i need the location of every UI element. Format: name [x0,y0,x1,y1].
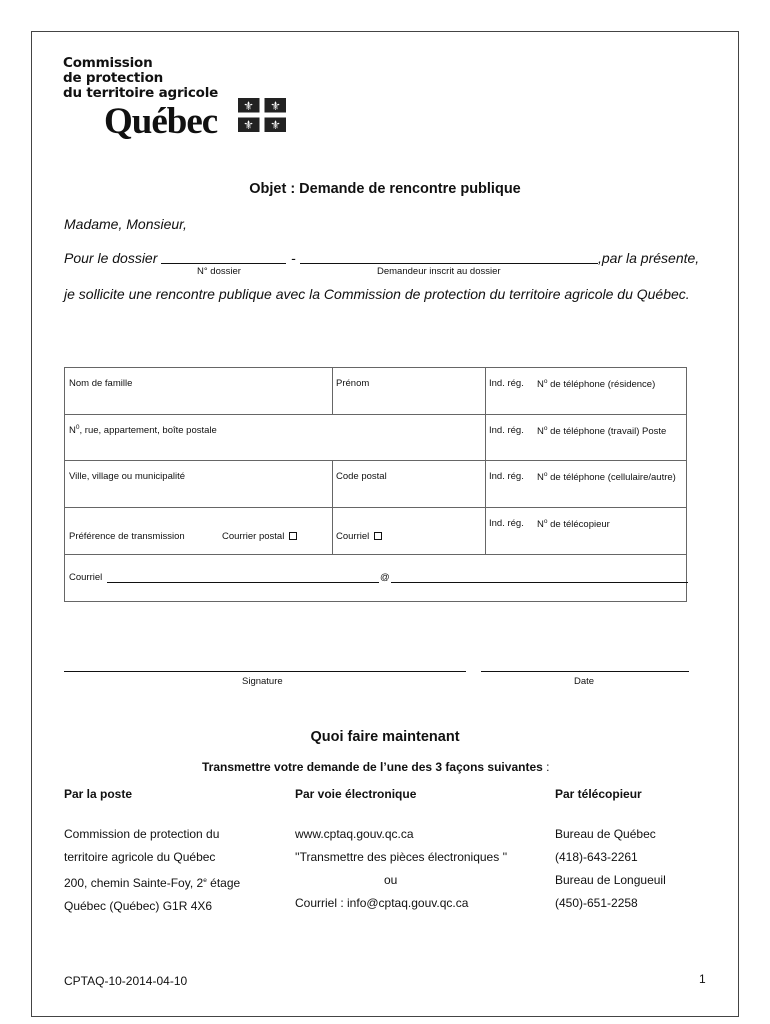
tel-travail-cell[interactable] [486,415,687,461]
code-postal-label: Code postal [336,471,387,482]
poste-line-1: Commission de protection du [64,827,220,841]
preference-cell [65,508,333,555]
nom-cell[interactable] [65,368,333,415]
logo-line-3: du territoire agricole [63,85,219,101]
courriel-at: @ [380,572,390,583]
telecopieur-label: $N^o$ de télécopieur [537,518,610,531]
form-code: CPTAQ-10-2014-04-10 [64,974,188,988]
request-sentence: je sollicite une rencontre publique avec la Commission de protection du territoire agricole du Québec. [64,286,690,302]
svg-text:⚜: ⚜ [243,99,254,113]
date-field[interactable] [481,671,689,672]
courriel-option[interactable]: Courriel [336,531,382,542]
next-steps-subtitle: Transmettre votre demande de l’une des 3 façons suivantes : [202,760,550,774]
subject-title: Objet : Demande de rencontre publique [249,181,521,197]
courriel-label: Courriel [69,572,103,583]
poste-line-4: Québec (Québec) G1R 4X6 [64,899,213,913]
requester-field[interactable] [300,263,598,264]
tel-cellulaire-cell[interactable] [486,461,687,508]
signature-label: Signature [242,676,283,687]
svg-text:⚜: ⚜ [243,118,254,132]
col-telecopieur-body [555,823,666,915]
adresse-label: $N^0$, rue, appartement, boîte postale [69,424,217,437]
website-link[interactable]: www.cptaq.gouv.qc.ca [295,827,414,841]
courriel-user-field[interactable] [107,582,379,583]
telecopieur-line-3: Bureau de Longueuil [555,873,666,887]
ind-reg-label: Ind. rég. [489,471,524,482]
adresse-cell[interactable] [65,415,486,461]
electronique-or: ou [384,873,398,887]
ville-label: Ville, village ou municipalité [69,471,185,482]
col-poste-body [64,823,240,918]
courriel-domain-field[interactable] [391,582,688,583]
dossier-prefix: Pour le dossier [64,250,158,266]
prenom-label: Prénom [336,378,370,389]
preference-label: Préférence de transmission [69,531,185,542]
tel-residence-cell[interactable] [486,368,687,415]
ind-reg-label: Ind. rég. [489,378,524,389]
dossier-suffix: ,par la présente, [598,250,700,266]
svg-text:⚜: ⚜ [270,118,281,132]
requester-label: Demandeur inscrit au dossier [377,266,501,277]
dossier-number-field[interactable] [161,263,286,264]
ind-reg-label: Ind. rég. [489,518,524,529]
tel-travail-label: $N^o$ de téléphone (travail) Poste [537,425,667,438]
col-telecopieur-head: Par télécopieur [555,787,642,801]
courriel-checkbox[interactable] [374,532,382,540]
dossier-number-label: N° dossier [197,266,241,277]
date-label: Date [574,676,595,687]
dossier-dash: - [291,250,296,266]
telecopieur-cell[interactable] [486,508,687,555]
page-number: 1 [699,972,706,986]
courrier-postal-option[interactable]: Courrier postal [222,531,297,542]
code-postal-cell[interactable] [333,461,486,508]
col-electronique-body [295,823,507,915]
salutation: Madame, Monsieur, [64,216,187,232]
telecopieur-line-4: (450)-651-2258 [555,896,638,910]
courrier-postal-checkbox[interactable] [289,532,297,540]
contact-form-table [64,367,687,602]
prenom-cell[interactable] [333,368,486,415]
electronique-line-2: ''Transmettre des pièces électroniques '' [295,850,508,864]
signature-field[interactable] [64,671,466,672]
poste-line-3: 200, chemin Sainte-Foy, 2e étage [64,876,241,890]
col-electronique-head: Par voie électronique [295,787,417,801]
courriel-row [65,555,687,602]
logo-line-2: de protection [63,70,164,86]
tel-cellulaire-label: $N^o$ de téléphone (cellulaire/autre) [537,471,676,484]
ville-cell[interactable] [65,461,333,508]
poste-line-2: territoire agricole du Québec [64,850,216,864]
ind-reg-label: Ind. rég. [489,425,524,436]
col-poste-head: Par la poste [64,787,133,801]
tel-residence-label: $N^o$ de téléphone (résidence) [537,378,656,391]
courriel-option-cell [333,508,486,555]
quebec-wordmark: Québec [104,101,218,142]
telecopieur-line-1: Bureau de Québec [555,827,656,841]
quebec-flag-icon [238,98,286,132]
logo-line-1: Commission [63,55,153,71]
nom-label: Nom de famille [69,378,133,389]
telecopieur-line-2: (418)-643-2261 [555,850,638,864]
svg-text:⚜: ⚜ [270,99,281,113]
email-link[interactable]: Courriel : info@cptaq.gouv.qc.ca [295,896,469,910]
next-steps-title: Quoi faire maintenant [310,729,460,745]
